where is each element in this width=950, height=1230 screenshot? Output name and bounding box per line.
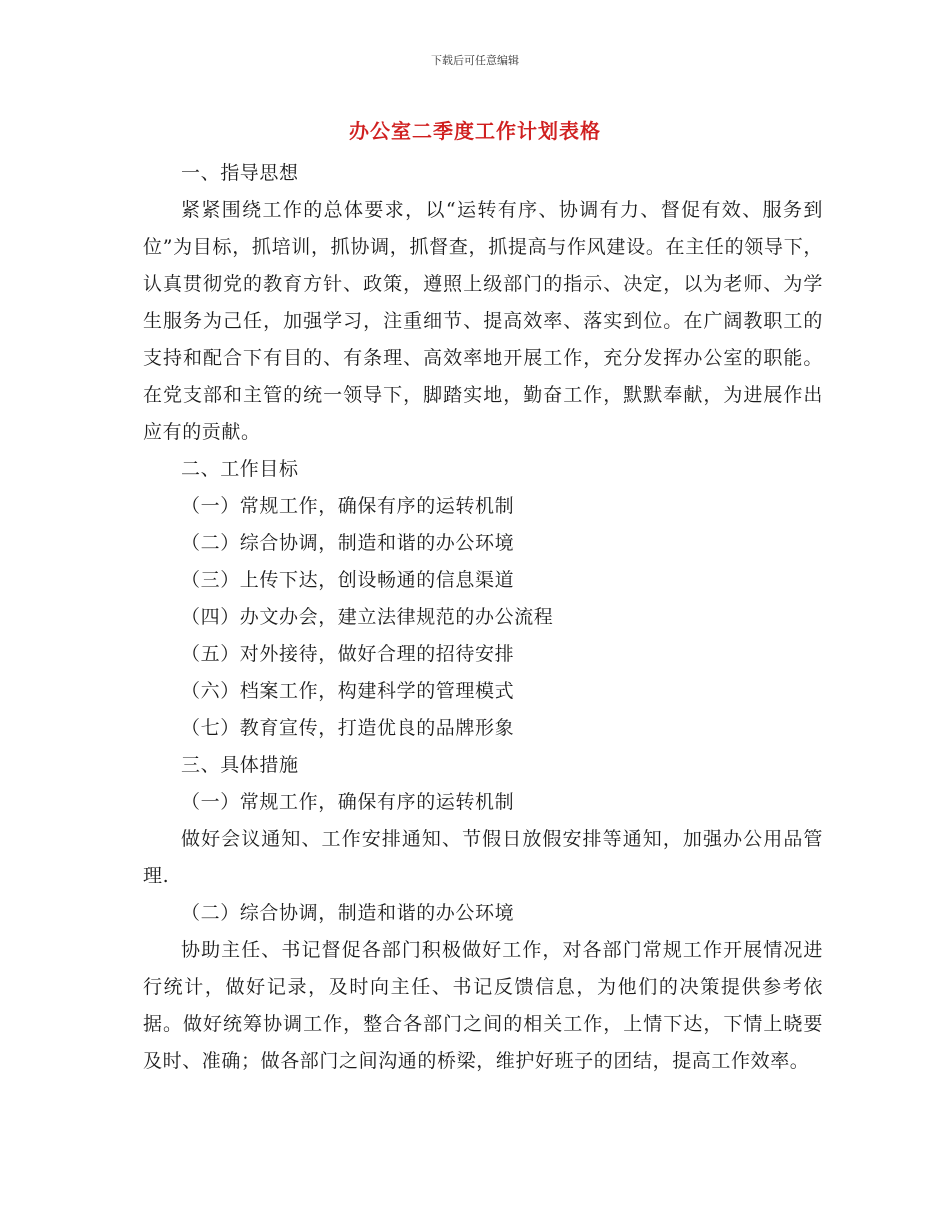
goal-item: （六）档案工作，构建科学的管理模式 xyxy=(181,680,515,702)
paragraph-coordination: 协助主任、书记督促各部门积极做好工作，对各部门常规工作开展情况进行统计，做好记录，及时向主任、书记反馈信息，为他们的决策提供参考依据。做好统筹协调工作，整合各部门之间的相关工作，上情下达，下情上晓要及时、准确；做各部门之间沟通的桥梁，维护好班子的团结，提高工作效率。 xyxy=(143,939,823,1072)
paragraph-routine-work: 做好会议通知、工作安排通知、节假日放假安排等通知，加强办公用品管理. xyxy=(143,828,823,887)
goal-item: （七）教育宣传，打造优良的品牌形象 xyxy=(181,717,515,739)
measure-subheading-routine: （一）常规工作，确保有序的运转机制 xyxy=(181,791,515,813)
document-body xyxy=(143,155,823,1080)
goal-item: （一）常规工作，确保有序的运转机制 xyxy=(181,495,515,517)
section-heading-measures: 三、具体措施 xyxy=(181,754,299,776)
section-heading-work-goals: 二、工作目标 xyxy=(181,458,299,480)
goal-item: （四）办文办会，建立法律规范的办公流程 xyxy=(181,606,554,628)
goal-item: （三）上传下达，创设畅通的信息渠道 xyxy=(181,569,515,591)
goal-item: （五）对外接待，做好合理的招待安排 xyxy=(181,643,515,665)
document-title: 办公室二季度工作计划表格 xyxy=(349,119,601,143)
page-header-note: 下载后可任意编辑 xyxy=(431,54,519,67)
goal-item: （二）综合协调，制造和谐的办公环境 xyxy=(181,532,515,554)
section-heading-guiding-thought: 一、指导思想 xyxy=(181,162,299,184)
paragraph-guiding-thought: 紧紧围绕工作的总体要求，以“运转有序、协调有力、督促有效、服务到位”为目标，抓培训，抓协调，抓督查，抓提高与作风建设。在主任的领导下，认真贯彻党的教育方针、政策，遵照上级部门的指示、决定，以为老师、为学生服务为己任，加强学习，注重细节、提高效率、落实到位。在广阔教职工的支持和配合下有目的、有条理、高效率地开展工作，充分发挥办公室的职能。在党支部和主管的统一领导下，脚踏实地，勤奋工作，默默奉献，为进展作出应有的贡献。 xyxy=(143,199,823,443)
measure-subheading-coordination: （二）综合协调，制造和谐的办公环境 xyxy=(181,902,515,924)
